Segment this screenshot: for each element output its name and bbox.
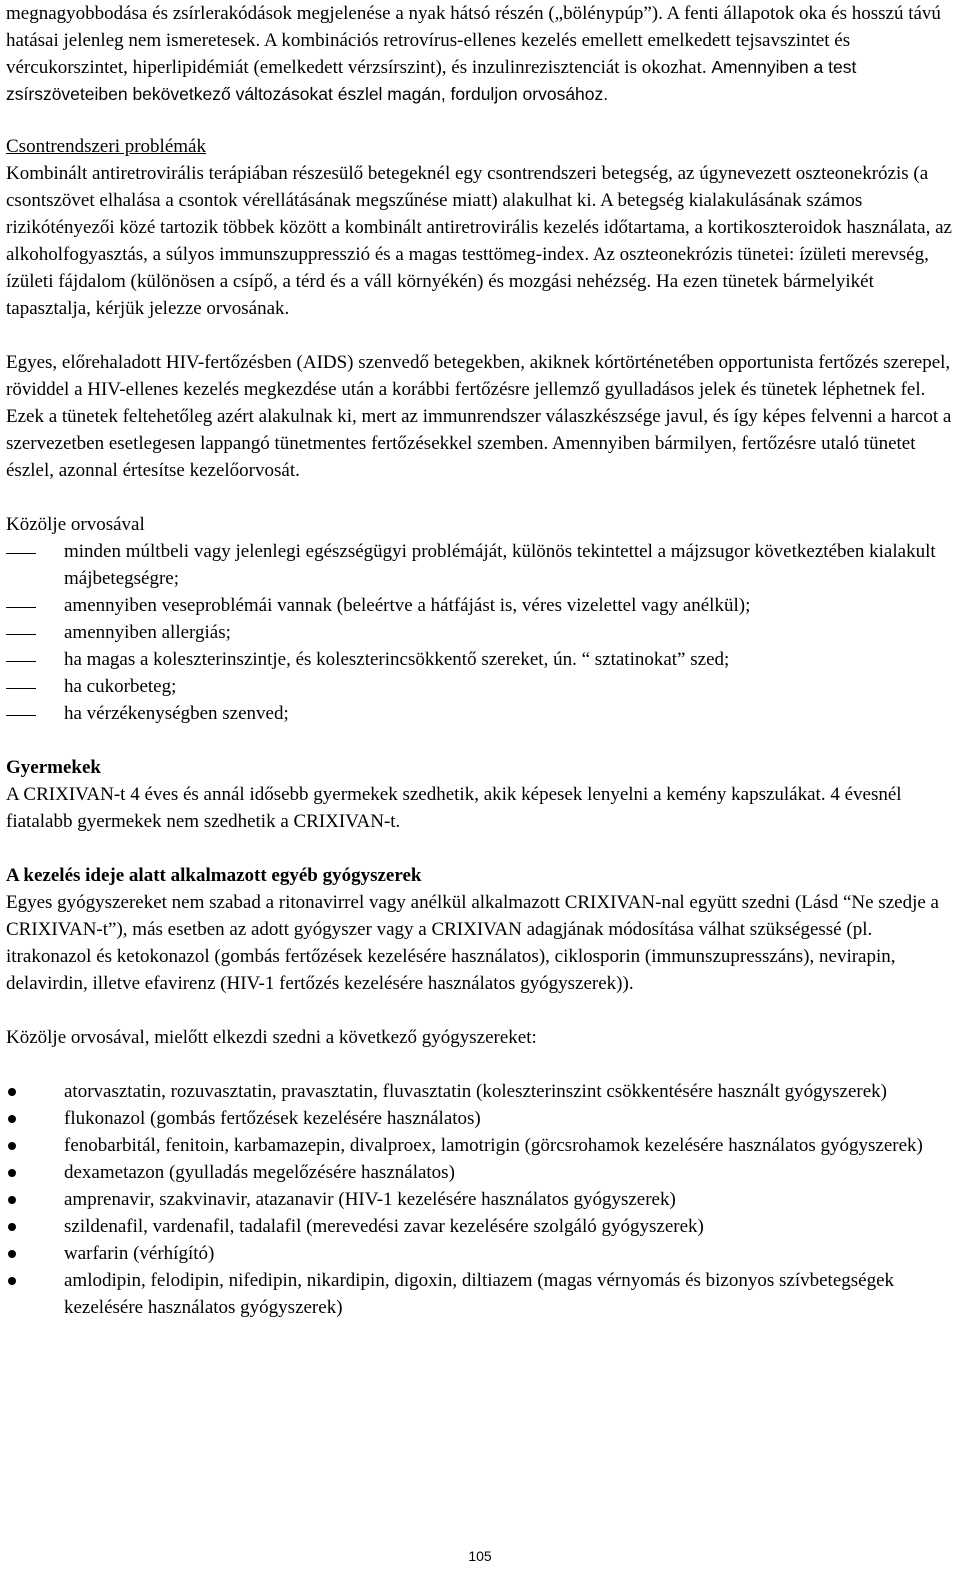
intro-paragraph bbox=[6, 0, 952, 108]
before-start-heading: Közölje orvosával, mielőtt elkezdi szedni a következő gyógyszereket: bbox=[6, 1027, 537, 1048]
bullet-icon bbox=[8, 1196, 16, 1204]
bullet-icon bbox=[8, 1250, 16, 1258]
dash-marker-icon bbox=[6, 661, 36, 662]
bullet-icon bbox=[8, 1088, 16, 1096]
list-item: minden múltbeli vagy jelenlegi egészségügyi problémáját, különös tekintettel a májzsugor következtében kialakult májbetegségre; bbox=[6, 538, 952, 592]
list-item: amennyiben allergiás; bbox=[6, 619, 952, 646]
page-number: 105 bbox=[468, 1548, 492, 1564]
children-heading: Gyermekek bbox=[6, 757, 101, 778]
list-item: amprenavir, szakvinavir, atazanavir (HIV-1 kezelésére használatos gyógyszerek) bbox=[6, 1186, 952, 1213]
before-start-list bbox=[6, 1078, 952, 1321]
list-item: ha vérzékenységben szenved; bbox=[6, 700, 952, 727]
bullet-icon bbox=[8, 1169, 16, 1177]
tell-doctor-heading: Közölje orvosával bbox=[6, 514, 145, 535]
bullet-icon bbox=[8, 1223, 16, 1231]
list-item: flukonazol (gombás fertőzések kezelésére használatos) bbox=[6, 1105, 952, 1132]
intro-text-sans: Amennyiben a test zsírszöveteiben bekövetkező változásokat észlel magán, forduljon orvosához. bbox=[6, 57, 857, 104]
dash-marker-icon bbox=[6, 634, 36, 635]
list-item: szildenafil, vardenafil, tadalafil (merevedési zavar kezelésére szolgáló gyógyszerek) bbox=[6, 1213, 952, 1240]
list-item: atorvasztatin, rozuvasztatin, pravasztatin, fluvasztatin (koleszterinszint csökkentésére használt gyógyszerek) bbox=[6, 1078, 952, 1105]
other-meds-paragraph: Egyes gyógyszereket nem szabad a ritonavirrel vagy anélkül alkalmazott CRIXIVAN-nal együtt szedni (Lásd “Ne szedje a CRIXIVAN-t”), más esetben az adott gyógyszer vagy a CRIXIVAN adagjának módosítása válhat szükségessé (pl. itrakonazol és ketokonazol (gombás fertőzések kezelésére használatos), ciklosporin (immunszupresszáns), nevirapin, delavirdin, illetve efavirenz (HIV-1 fertőzés kezelésére használatos gyógyszerek)). bbox=[6, 892, 939, 994]
children-paragraph: A CRIXIVAN-t 4 éves és annál idősebb gyermekek szedhetik, akik képesek lenyelni a kemény kapszulákat. 4 évesnél fiatalabb gyermekek nem szedhetik a CRIXIVAN-t. bbox=[6, 784, 902, 832]
bullet-icon bbox=[8, 1277, 16, 1285]
bullet-icon bbox=[8, 1142, 16, 1150]
list-item: dexametazon (gyulladás megelőzésére használatos) bbox=[6, 1159, 952, 1186]
list-item: amlodipin, felodipin, nifedipin, nikardipin, digoxin, diltiazem (magas vérnyomás és bizonyos szívbetegségek kezelésére használatos gyógyszerek) bbox=[6, 1267, 952, 1321]
dash-marker-icon bbox=[6, 715, 36, 716]
list-item: ha cukorbeteg; bbox=[6, 673, 952, 700]
tell-doctor-list bbox=[6, 538, 952, 727]
dash-marker-icon bbox=[6, 553, 36, 554]
dash-marker-icon bbox=[6, 688, 36, 689]
aids-paragraph: Egyes, előrehaladott HIV-fertőzésben (AIDS) szenvedő betegekben, akiknek kórtörténetében opportunista fertőzés szerepel, röviddel a HIV-ellenes kezelés megkezdése után a korábbi fertőzésre jellemző gyulladásos jelek és tünetek léphetnek fel. Ezek a tünetek feltehetőleg azért alakulnak ki, mert az immunrendszer válaszkészsége javul, és így képes felvenni a harcot a szervezetben esetlegesen lappangó tünetmentes fertőzésekkel szemben. Amennyiben bármilyen, fertőzésre utaló tünetet észlel, azonnal értesítse kezelőorvosát. bbox=[6, 352, 952, 481]
bone-heading: Csontrendszeri problémák bbox=[6, 136, 206, 157]
list-item: amennyiben veseproblémái vannak (beleértve a hátfájást is, véres vizelettel vagy anélkül); bbox=[6, 592, 952, 619]
dash-marker-icon bbox=[6, 607, 36, 608]
bone-paragraph: Kombinált antiretrovirális terápiában részesülő betegeknél egy csontrendszeri betegség, az úgynevezett oszteonekrózis (a csontszövet elhalása a csontok vérellátásának megszűnése miatt) alakulhat ki. A betegség kialakulásának számos rizikótényezői közé tartozik többek között a kombinált antiretrovirális kezelés időtartama, a kortikoszteroidok használata, az alkoholfogyasztás, a súlyos immunszuppresszió és a magas testtömeg-index. Az oszteonekrózis tünetei: ízületi merevség, ízületi fájdalom (különösen a csípő, a térd és a váll környékén) és mozgási nehézség. Ha ezen tünetek bármelyikét tapasztalja, kérjük jelezze orvosának. bbox=[6, 163, 952, 319]
other-meds-heading: A kezelés ideje alatt alkalmazott egyéb gyógyszerek bbox=[6, 865, 422, 886]
bullet-icon bbox=[8, 1115, 16, 1123]
list-item: warfarin (vérhígító) bbox=[6, 1240, 952, 1267]
list-item: ha magas a koleszterinszintje, és koleszterincsökkentő szereket, ún. “ sztatinokat” szed; bbox=[6, 646, 952, 673]
list-item: fenobarbitál, fenitoin, karbamazepin, divalproex, lamotrigin (görcsrohamok kezelésére használatos gyógyszerek) bbox=[6, 1132, 952, 1159]
intro-text-serif: megnagyobbodása és zsírlerakódások megjelenése a nyak hátsó részén („bölénypúp”). A fenti állapotok oka és hosszú távú hatásai jelenleg nem ismeretesek. A kombinációs retrovírus-ellenes kezelés emellett emelkedett tejsavszintet és vércukorszintet, hiperlipidémiát (emelkedett vérzsírszint), és inzulinrezisztenciát is okozhat. bbox=[6, 3, 941, 78]
